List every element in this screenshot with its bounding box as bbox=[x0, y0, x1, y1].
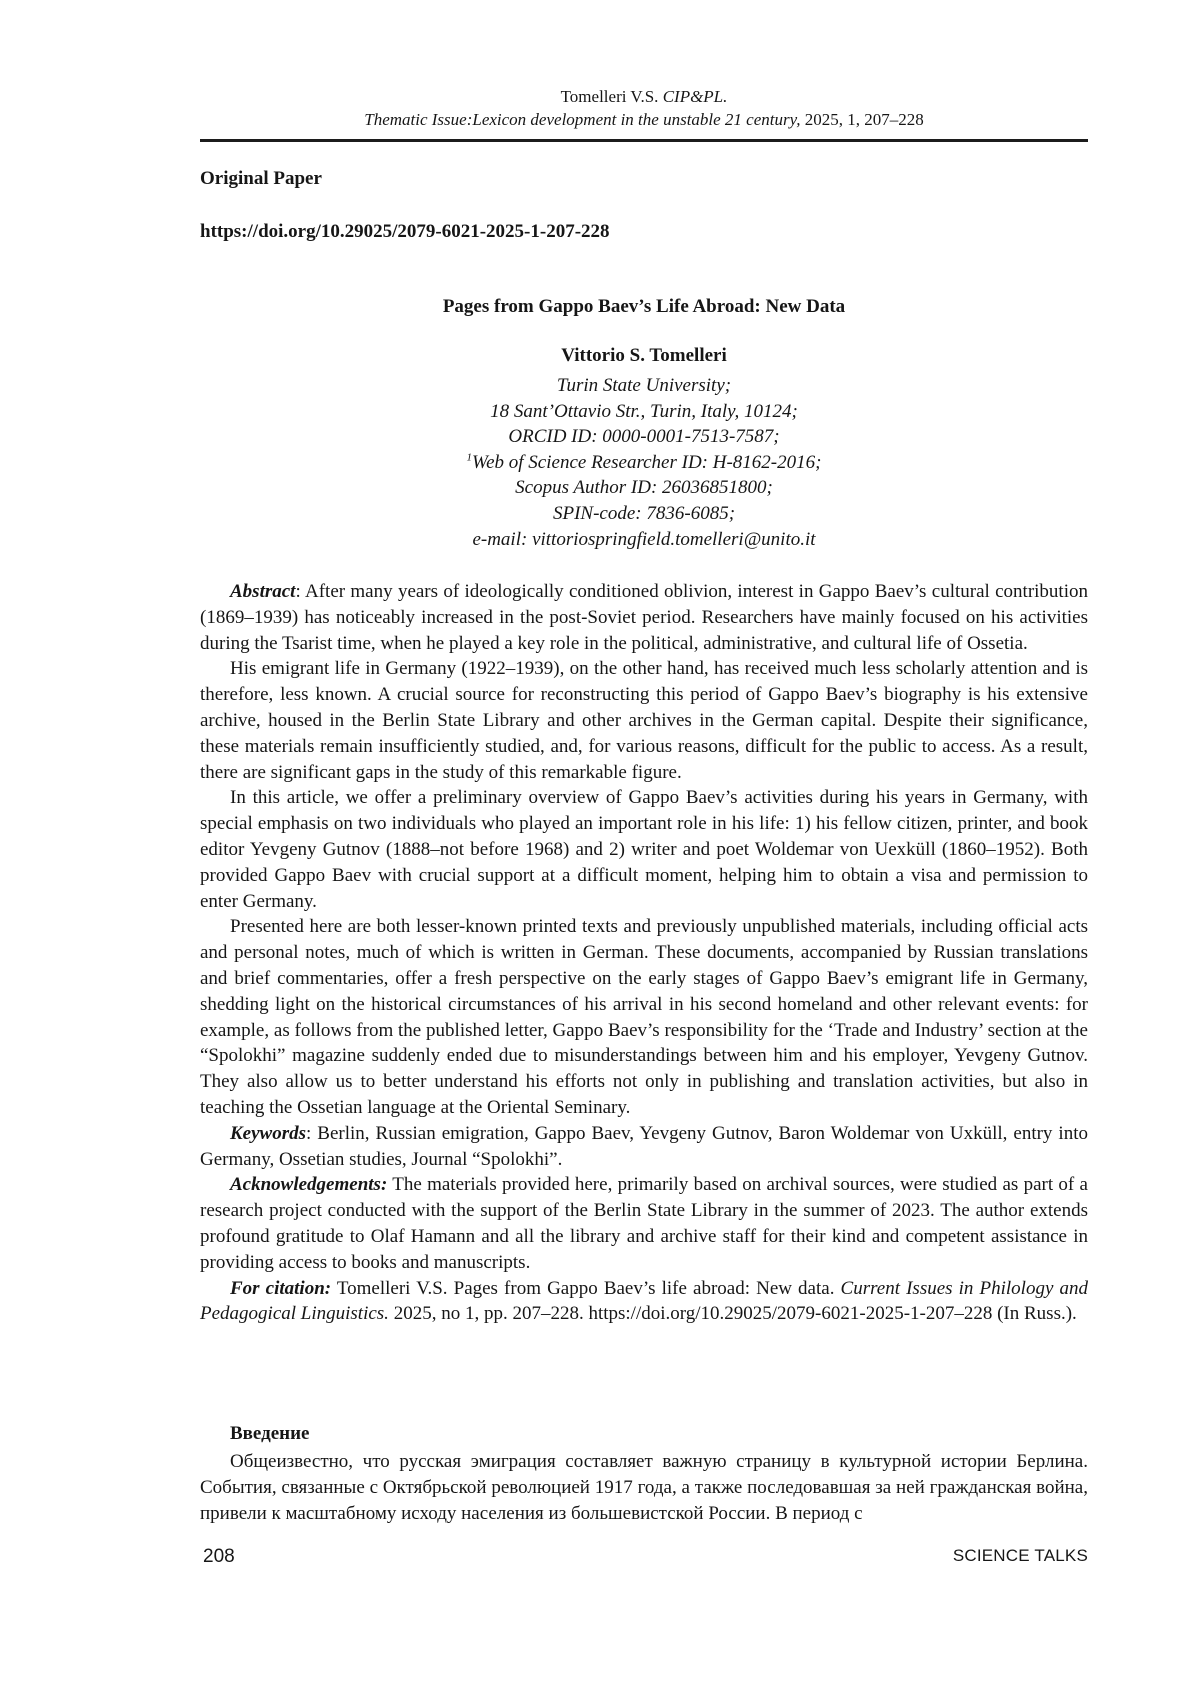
wos-superscript: 1 bbox=[466, 451, 473, 464]
abstract-paragraph-3: In this article, we offer a preliminary overview of Gappo Baev’s activities during his years in Germany, with special emphasis on two individuals who played an important role in his life: 1) his fellow citizen, printer, and book editor Yevgeny Gutnov (1888–not before 1968) and 2) writer and poet Woldemar von Uexküll (1860–1952). Both provided Gappo Baev with crucial support at a difficult moment, helping him to obtain a visa and permission to enter Germany. bbox=[200, 787, 1088, 912]
citation-paragraph bbox=[200, 1276, 1088, 1328]
introduction-section bbox=[200, 1449, 1088, 1526]
citation-text-a: Tomelleri V.S. Pages from Gappo Baev’s life abroad: New data. bbox=[331, 1277, 841, 1299]
author-email[interactable]: e-mail: vittoriospringfield.tomelleri@unito.it bbox=[472, 528, 816, 550]
running-head-issue-pages: 2025, 1, 207–228 bbox=[800, 110, 924, 129]
running-head-journal-abbr: CIP&PL. bbox=[662, 87, 728, 106]
article-title: Pages from Gappo Baev’s Life Abroad: New Data bbox=[442, 296, 846, 317]
running-head-line-1 bbox=[200, 85, 1088, 108]
author-orcid: ORCID ID: 0000-0001-7513-7587; bbox=[508, 426, 780, 448]
paper-type-label: Original Paper bbox=[200, 168, 322, 189]
footer-journal-name: SCIENCE TALKS bbox=[952, 1546, 1088, 1565]
author-address: 18 Sant’Ottavio Str., Turin, Italy, 10124; bbox=[490, 400, 798, 422]
abstract-paragraph-2: His emigrant life in Germany (1922–1939), on the other hand, has received much less scholarly attention and is therefore, less known. A crucial source for reconstructing this period of Gappo Baev’s biography is his extensive archive, housed in the Berlin State Library and other archives in the German capital. Despite their significance, these materials remain insufficiently studied, and, for various reasons, difficult for the public to access. As a result, there are significant gaps in the study of this remarkable figure. bbox=[200, 658, 1088, 783]
running-head-issue-title: Thematic Issue:Lexicon development in the unstable 21 century, bbox=[364, 110, 801, 129]
citation-label: For citation: bbox=[230, 1277, 332, 1299]
acknowledgements-label: Acknowledgements: bbox=[230, 1174, 388, 1196]
introduction-paragraph: Общеизвестно, что русская эмиграция составляет важную страницу в культурной истории Берлина. События, связанные с Октябрьской революцией 1917 года, а также последовавшая за ней гражданская война, привели к масштабному исходу населения из большевистской России. В период с bbox=[200, 1451, 1088, 1524]
keywords-label: Keywords bbox=[230, 1122, 306, 1144]
acknowledgements-paragraph bbox=[200, 1172, 1088, 1275]
author-affiliation: Turin State University; bbox=[556, 375, 732, 396]
running-head-author: Tomelleri V.S. bbox=[560, 87, 663, 106]
abstract-paragraph-4: Presented here are both lesser-known printed texts and previously unpublished materials, including official acts and personal notes, much of which is written in German. These documents, accompanied by Russian translations and brief commentaries, offer a fresh perspective on the early stages of Gappo Baev’s emigrant life in Germany, shedding light on the historical circumstances of his arrival in his second homeland and other relevant events: for example, as follows from the published letter, Gappo Baev’s responsibility for the ‘Trade and Industry’ section at the “Spolokhi” magazine suddenly ended due to misunderstandings between him and his employer, Yevgeny Gutnov. They also allow us to better understand his efforts not only in publishing and translation activities, but also in teaching the Ossetian language at the Oriental Seminary. bbox=[200, 916, 1088, 1118]
author-wos bbox=[200, 450, 1088, 476]
doi-link[interactable]: https://doi.org/10.29025/2079-6021-2025-1-207-228 bbox=[200, 221, 610, 242]
author-wos-text: Web of Science Researcher ID: H-8162-2016; bbox=[472, 451, 822, 473]
abstract-section bbox=[200, 579, 1088, 1327]
author-scopus: Scopus Author ID: 26036851800; bbox=[515, 477, 773, 499]
citation-text-b: 2025, no 1, pp. 207–228. https://doi.org/10.29025/2079-6021-2025-1-207–228 (In Russ.). bbox=[388, 1303, 1077, 1325]
abstract-label: Abstract bbox=[230, 581, 296, 602]
keywords-paragraph bbox=[200, 1121, 1088, 1173]
running-head bbox=[200, 85, 1088, 131]
header-rule bbox=[200, 139, 1088, 142]
abstract-text-1: : After many years of ideologically conditioned oblivion, interest in Gappo Baev’s cultural contribution (1869–1939) has noticeably increased in the post-Soviet period. Researchers have mainly focused on his activities during the Tsarist time, when he played a key role in the political, administrative, and cultural life of Ossetia. bbox=[200, 581, 1088, 654]
author-details bbox=[200, 373, 1088, 552]
author-spin: SPIN-code: 7836-6085; bbox=[552, 502, 736, 524]
citation-journal: Current Issues in Philology and Pedagogical Linguistics. bbox=[200, 1277, 1088, 1325]
running-head-line-2 bbox=[200, 108, 1088, 131]
keywords-text: : Berlin, Russian emigration, Gappo Baev, Yevgeny Gutnov, Baron Woldemar von Uxküll, entry into Germany, Ossetian studies, Journal “Spolokhi”. bbox=[200, 1122, 1088, 1170]
abstract-paragraph-1 bbox=[200, 579, 1088, 656]
author-name: Vittorio S. Tomelleri bbox=[561, 345, 727, 366]
page-number: 208 bbox=[203, 1546, 235, 1567]
introduction-heading: Введение bbox=[230, 1423, 310, 1444]
acknowledgements-text: The materials provided here, primarily based on archival sources, were studied as part of a research project conducted with the support of the Berlin State Library in the summer of 2023. The author extends profound gratitude to Olaf Hamann and all the library and archive staff for their kind and competent assistance in providing access to books and manuscripts. bbox=[200, 1174, 1088, 1273]
